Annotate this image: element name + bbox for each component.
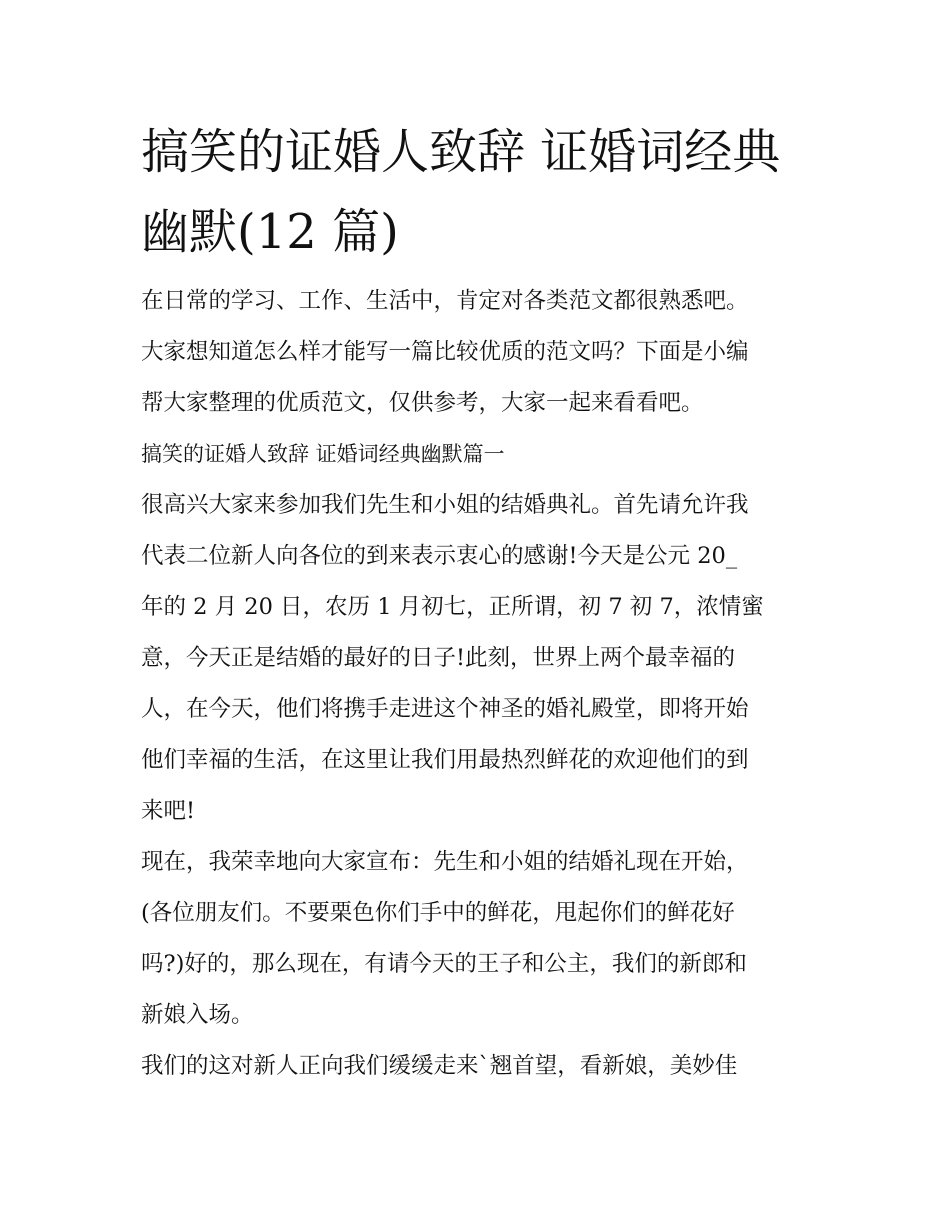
intro-line-2: 大家想知道怎么样才能写一篇比较优质的范文吗？下面是小编: [141, 339, 749, 365]
document-body: [141, 276, 831, 1092]
paragraph-2: [141, 837, 831, 1041]
title-line-2: 幽默(12 篇): [141, 204, 399, 260]
intro-line-3: 帮大家整理的优质范文，仅供参考，大家一起来看看吧。: [141, 390, 704, 416]
para2-line-2: (各位朋友们。不要栗色你们手中的鲜花，甩起你们的鲜花好: [141, 900, 735, 926]
paragraph-3: [141, 1041, 831, 1092]
para2-line-4: 新娘入场。: [141, 1002, 254, 1028]
para1-line-3: 年的 2 月 20 日，农历 1 月初七，正所谓，初 7 初 7，浓情蜜: [141, 594, 764, 620]
intro-line-1: 在日常的学习、工作、生活中，肯定对各类范文都很熟悉吧。: [141, 288, 749, 314]
para2-line-3: 吗?)好的，那么现在，有请今天的王子和公主，我们的新郎和: [141, 951, 747, 977]
para1-line-2: 代表二位新人向各位的到来表示衷心的感谢!今天是公元 20_: [141, 543, 738, 569]
para1-line-6: 他们幸福的生活，在这里让我们用最热烈鲜花的欢迎他们的到: [141, 747, 749, 773]
intro-paragraph: [141, 276, 831, 429]
paragraph-1: [141, 480, 831, 837]
title-line-1: 搞笑的证婚人致辞 证婚词经典: [141, 124, 781, 180]
para3-line-1: 我们的这对新人正向我们缓缓走来`翘首望，看新娘，美妙佳: [141, 1053, 738, 1079]
para1-line-1: 很高兴大家来参加我们先生和小姐的结婚典礼。首先请允许我: [141, 492, 749, 518]
section-heading: 搞笑的证婚人致辞 证婚词经典幽默篇一: [141, 442, 505, 466]
para1-line-5: 人，在今天，他们将携手走进这个神圣的婚礼殿堂，即将开始: [141, 696, 749, 722]
document-title: [141, 112, 821, 272]
para2-line-1: 现在，我荣幸地向大家宣布：先生和小姐的结婚礼现在开始，: [141, 849, 749, 875]
para1-line-4: 意，今天正是结婚的最好的日子!此刻，世界上两个最幸福的: [141, 645, 736, 671]
para1-line-7: 来吧!: [141, 798, 196, 824]
